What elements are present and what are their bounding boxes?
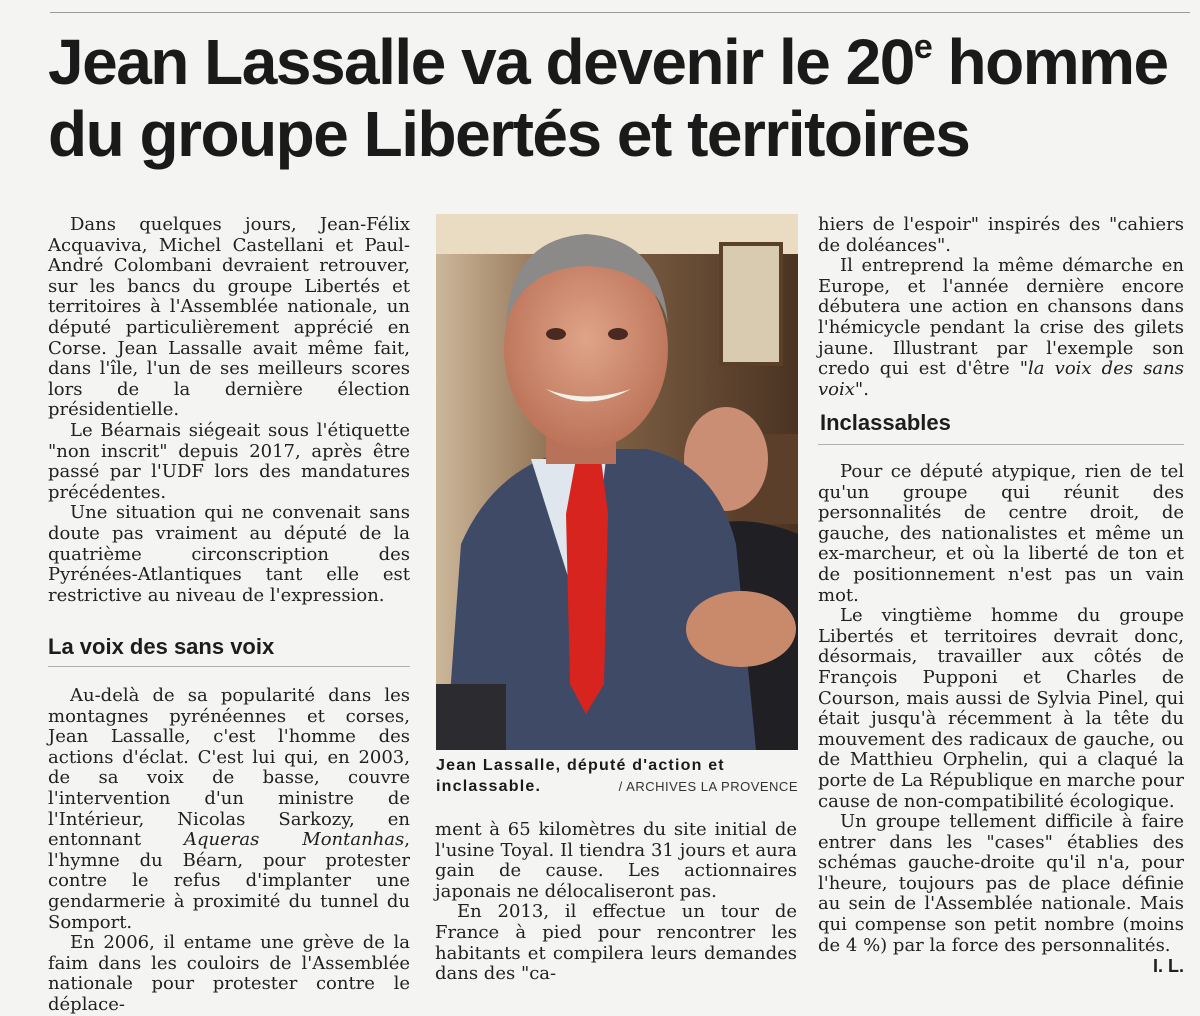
subheading-rule: [818, 444, 1184, 445]
paragraph: Dans quelques jours, Jean-Félix Acquaviva, Michel Castellani et Paul-André Colombani devraient retrouver, sur les bancs du groupe Libertés et territoires à l'Assemblée nationale, un député particulièrement apprécié en Corse. Jean Lassalle avait même fait, dans l'île, l'un de ses meilleurs scores lors de la dernière élection présidentielle.: [48, 214, 410, 421]
photo-caption: Jean Lassalle, député d'action et inclassable. / ARCHIVES LA PROVENCE: [436, 757, 798, 795]
subheading-rule: [48, 666, 410, 667]
photo-credit: / ARCHIVES LA PROVENCE: [618, 779, 798, 794]
paragraph: En 2006, il entame une grève de la faim dans les couloirs de l'Assemblée nationale pour protester contre le déplace-: [48, 932, 410, 1015]
paragraph: hiers de l'espoir" inspirés des "cahiers de doléances".: [818, 214, 1184, 256]
article-column-2-lower: [435, 820, 797, 985]
subheading-la-voix-des-sans-voix: La voix des sans voix: [48, 634, 275, 659]
paragraph: ment à 65 kilomètres du site initial de l'usine Toyal. Il tiendra 31 jours et aura gain de cause. Les actionnaires japonais ne délocaliseront pas.: [435, 819, 797, 902]
paragraph: Il entreprend la même démarche en Europe, et l'année dernière encore débutera une action en chansons dans l'hémicycle pendant la crise des gilets jaune. Illustrant par l'exemple son credo qui est d'être "la voix des sans voix".: [818, 255, 1184, 400]
author-signature: I. L.: [1153, 956, 1184, 977]
paragraph: En 2013, il effectue un tour de France à pied pour rencontrer les habitants et compilera leurs demandes dans des "ca-: [435, 901, 797, 985]
article-column-3: [818, 215, 1184, 400]
subheading-inclassables: Inclassables: [820, 410, 951, 435]
paragraph: Le Béarnais siégeait sous l'étiquette "non inscrit" depuis 2017, après être passé par l'UDF lors des mandatures précédentes.: [48, 419, 410, 503]
article-column-3-lower: [818, 462, 1184, 977]
paragraph: Au-delà de sa popularité dans les montagnes pyrénéennes et corses, Jean Lassalle, c'est l'homme des actions d'éclat. C'est lui qui, en 2003, de sa voix de basse, couvre l'intervention d'un ministre de l'Intérieur, Nicolas Sarkozy, en entonnant Aqueras Montanhas, l'hymne du Béarn, pour protester contre le refus d'implanter une gendarmerie à proximité du tunnel du Somport.: [48, 685, 410, 933]
paragraph: Un groupe tellement difficile à faire entrer dans les "cases" établies des schémas gauche-droite qu'il n'a, pour l'heure, toujours pas de place définie au sein de l'Assemblée nationale. Mais qui compense son petit nombre (moins de 4 %) par la force des personnalités. I. L.: [818, 811, 1184, 977]
paragraph: Le vingtième homme du groupe Libertés et territoires devrait donc, désormais, travailler aux côtés de François Pupponi et Charles de Courson, mais aussi de Sylvia Pinel, qui était jusqu'à récemment à la tête du mouvement des radicaux de gauche, ou de Matthieu Orphelin, qui a claqué la porte de La République en marche pour cause de non-compatibilité écologique.: [818, 605, 1184, 812]
article-column-1-lower: [48, 686, 410, 1016]
portrait-photo: [436, 214, 798, 750]
article-headline: Jean Lassalle va devenir le 20e homme du groupe Libertés et territoires: [48, 26, 1168, 170]
paragraph: Une situation qui ne convenait sans doute pas vraiment au député de la quatrième circonscription des Pyrénées-Atlantiques tant elle est restrictive au niveau de l'expression.: [48, 502, 410, 606]
paragraph: Pour ce député atypique, rien de tel qu'un groupe qui réunit des personnalités de centre droit, de gauche, des nationalistes et même un ex-marcheur, et où la liberté de ton et de positionnement n'est pas un vain mot.: [818, 461, 1184, 606]
top-rule: [50, 12, 1190, 13]
article-column-1: [48, 215, 410, 606]
